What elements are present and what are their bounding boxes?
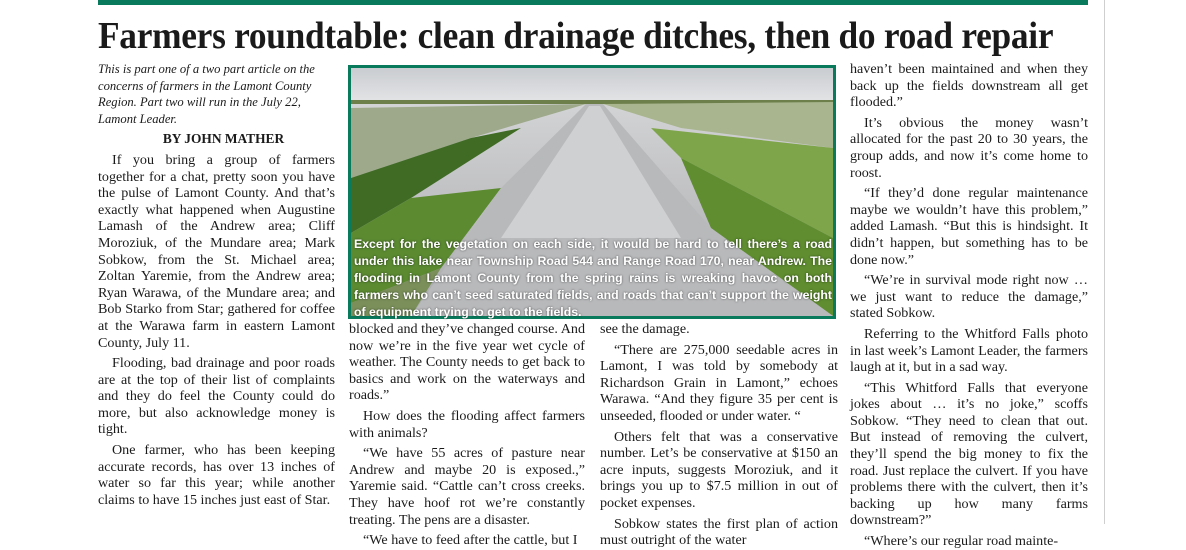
paragraph: see the damage. — [600, 321, 690, 337]
paragraph: How does the flooding affect farmers with animals? — [349, 407, 585, 441]
right-margin — [1104, 0, 1186, 524]
paragraph: “Where’s our regular road mainte- — [864, 533, 1059, 550]
paragraph: “If they’d done regular maintenance maybe we wouldn’t have this problem,” added Lamash. “But this is hindsight. It didn’t happen, but something has to be done now.” — [850, 185, 1088, 268]
top-rule — [98, 0, 1088, 5]
paragraph: “We have to feed after the cattle, but I — [363, 532, 578, 549]
headline: Farmers roundtable: clean drainage ditches, then do road repair — [98, 15, 1054, 57]
paragraph: “There are 275,000 seedable acres in Lamont, I was told by somebody at Richardson Grain in Lamont,” echoes Warawa. “And they figure 35 per cent is unseeded, flooded or under water. “ — [600, 341, 838, 424]
left-margin — [0, 0, 78, 524]
paragraph: “This Whitford Falls that everyone jokes about … it’s no joke,” scoffs Sobkow. “They need to clean that out. But instead of removing the culvert, they’ll spend the big money to fix the road. Just replace the culvert. If you have problems there with the culvert, then it’s backing up how many farms downstream?” — [850, 379, 1088, 529]
column-3 — [600, 321, 838, 549]
paragraph: haven’t been maintained and when they back up the fields downstream all get flooded.” — [850, 61, 1088, 111]
paragraph: It’s obvious the money wasn’t allocated for the past 20 to 30 years, the group adds, and now it’s come home to roost. — [850, 114, 1088, 181]
article-intro: This is part one of a two part article on the concerns of farmers in the Lamont County Region. Part two will run in the July 22, Lamont Leader. — [98, 62, 315, 126]
column-1 — [98, 61, 335, 524]
paragraph: Referring to the Whitford Falls photo in last week’s Lamont Leader, the farmers laugh at it, but in a sad way. — [850, 325, 1088, 376]
paragraph: If you bring a group of farmers together for a chat, pretty soon you have the pulse of Lamont County. And that’s exactly what happened when Augustine Lamash of the Andrew area; Cliff Moroziuk, of the Mundare area; Mark Sobkow, from the St. Michael area; Zoltan Yaremie, from the Andrew area; Ryan Warawa, of the Mundare area; and Bob Starko from Star; gathered for coffee at the Warawa farm in eastern Lamont County, July 11. — [98, 151, 335, 351]
paragraph: blocked and they’ve changed course. And now we’re in the five year wet cycle of weather. The County needs to get back to basics and work on the waterways and roads.” — [349, 321, 585, 404]
paragraph: Sobkow states the first plan of action must outright of the water — [600, 515, 838, 549]
photo-caption: Except for the vegetation on each side, it would be hard to tell there’s a road under this lake near Township Road 544 and Range Road 170, near Andrew. The flooding in Lamont County from the spring rains is wreaking havoc on both farmers who can’t seed saturated fields, and roads that can’t support the weight of equipment trying to get to the fields. — [354, 237, 832, 319]
paragraph: Flooding, bad drainage and poor roads are at the top of their list of complaints and they do feel the County could do more, but also acknowledge money is tight. — [98, 355, 335, 438]
paragraph: “We have 55 acres of pasture near Andrew and maybe 20 is exposed.,” Yaremie said. “Cattle can’t cross creeks. They have hoof rot we’re constantly treating. The pens are a disaster. — [349, 445, 585, 528]
column-4 — [850, 61, 1088, 550]
paragraph: One farmer, who has been keeping accurate records, has over 13 inches of water so far this year; while another claims to have 15 inches just east of Star. — [98, 442, 335, 508]
paragraph: Others felt that was a conservative number. Let’s be conservative at $150 an acre inputs, suggests Moroziuk, and it brings you up to $7.5 million in out of pocket expenses. — [600, 428, 838, 511]
byline: BY JOHN MATHER — [162, 131, 285, 147]
paragraph: “We’re in survival mode right now … we just want to reduce the damage,” stated Sobkow. — [850, 272, 1088, 322]
flooded-road-photo — [348, 65, 836, 319]
column-2 — [349, 321, 585, 549]
newspaper-page — [98, 0, 1088, 550]
